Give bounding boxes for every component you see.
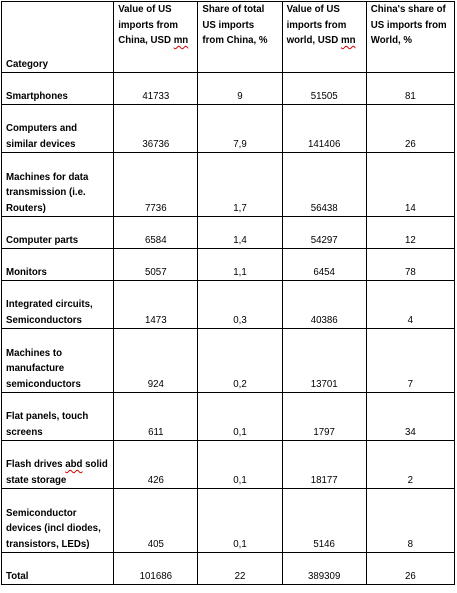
- cell-china-share: 78: [366, 249, 454, 281]
- row-category: Flat panels, touch screens: [2, 393, 114, 441]
- cell-china-share: 4: [366, 281, 454, 329]
- total-label: Total: [2, 553, 114, 585]
- header-share-total: Share of total US imports from China, %: [198, 2, 282, 73]
- row-category: Smartphones: [2, 73, 114, 105]
- row-category: Flash drives abd solid state storage: [2, 441, 114, 489]
- row-category: Semiconductor devices (incl diodes, transistors, LEDs): [2, 489, 114, 553]
- cell-value-china: 5057: [114, 249, 198, 281]
- cell-value-world: 51505: [282, 73, 366, 105]
- row-category: Monitors: [2, 249, 114, 281]
- cell-china-share: 7: [366, 329, 454, 393]
- cell-china-share: 12: [366, 217, 454, 249]
- row-category: Computer parts: [2, 217, 114, 249]
- cell-value-china: 6584: [114, 217, 198, 249]
- table-row: [2, 105, 455, 153]
- header-category: Category: [2, 2, 114, 73]
- cell-china-share: 26: [366, 105, 454, 153]
- row-category: Integrated circuits, Semiconductors: [2, 281, 114, 329]
- cell-value-world: 13701: [282, 329, 366, 393]
- cell-china-share: 34: [366, 393, 454, 441]
- cell-share-total: 7,9: [198, 105, 282, 153]
- cell-share-total: 0,1: [198, 441, 282, 489]
- cell-share-total: 0,1: [198, 489, 282, 553]
- total-share-total: 22: [198, 553, 282, 585]
- table-row: [2, 441, 455, 489]
- table-row: [2, 217, 455, 249]
- cell-value-world: 56438: [282, 153, 366, 217]
- table-row: [2, 281, 455, 329]
- table-total-row: [2, 553, 455, 585]
- cell-value-world: 141406: [282, 105, 366, 153]
- cell-share-total: 1,7: [198, 153, 282, 217]
- table-row: [2, 393, 455, 441]
- cell-china-share: 81: [366, 73, 454, 105]
- cell-value-china: 405: [114, 489, 198, 553]
- cell-china-share: 8: [366, 489, 454, 553]
- cell-value-world: 6454: [282, 249, 366, 281]
- cell-share-total: 1,4: [198, 217, 282, 249]
- cell-value-world: 54297: [282, 217, 366, 249]
- table-row: [2, 489, 455, 553]
- table-row: [2, 249, 455, 281]
- cell-value-world: 1797: [282, 393, 366, 441]
- cell-share-total: 1,1: [198, 249, 282, 281]
- row-category: Machines for data transmission (i.e. Routers): [2, 153, 114, 217]
- total-china-share: 26: [366, 553, 454, 585]
- table-row: [2, 329, 455, 393]
- us-imports-table: [1, 1, 455, 585]
- cell-share-total: 0,3: [198, 281, 282, 329]
- cell-share-total: 9: [198, 73, 282, 105]
- cell-value-china: 426: [114, 441, 198, 489]
- total-value-world: 389309: [282, 553, 366, 585]
- spellcheck-underline: mn: [340, 35, 356, 46]
- table-header-row: [2, 2, 455, 73]
- header-value-world: Value of US imports from world, USD mn: [282, 2, 366, 73]
- cell-china-share: 2: [366, 441, 454, 489]
- header-value-china: Value of US imports from China, USD mn: [114, 2, 198, 73]
- table-row: [2, 73, 455, 105]
- cell-value-world: 40386: [282, 281, 366, 329]
- cell-value-china: 7736: [114, 153, 198, 217]
- header-china-share: China's share of US imports from World, %: [366, 2, 454, 73]
- cell-value-china: 924: [114, 329, 198, 393]
- table-row: [2, 153, 455, 217]
- cell-china-share: 14: [366, 153, 454, 217]
- cell-value-china: 41733: [114, 73, 198, 105]
- row-category: Machines to manufacture semiconductors: [2, 329, 114, 393]
- cell-value-china: 1473: [114, 281, 198, 329]
- cell-share-total: 0,2: [198, 329, 282, 393]
- spellcheck-underline: abd: [65, 459, 83, 470]
- cell-value-china: 36736: [114, 105, 198, 153]
- row-category: Computers and similar devices: [2, 105, 114, 153]
- spellcheck-underline: mn: [173, 35, 189, 46]
- total-value-china: 101686: [114, 553, 198, 585]
- cell-value-world: 5146: [282, 489, 366, 553]
- cell-share-total: 0,1: [198, 393, 282, 441]
- cell-value-china: 611: [114, 393, 198, 441]
- cell-value-world: 18177: [282, 441, 366, 489]
